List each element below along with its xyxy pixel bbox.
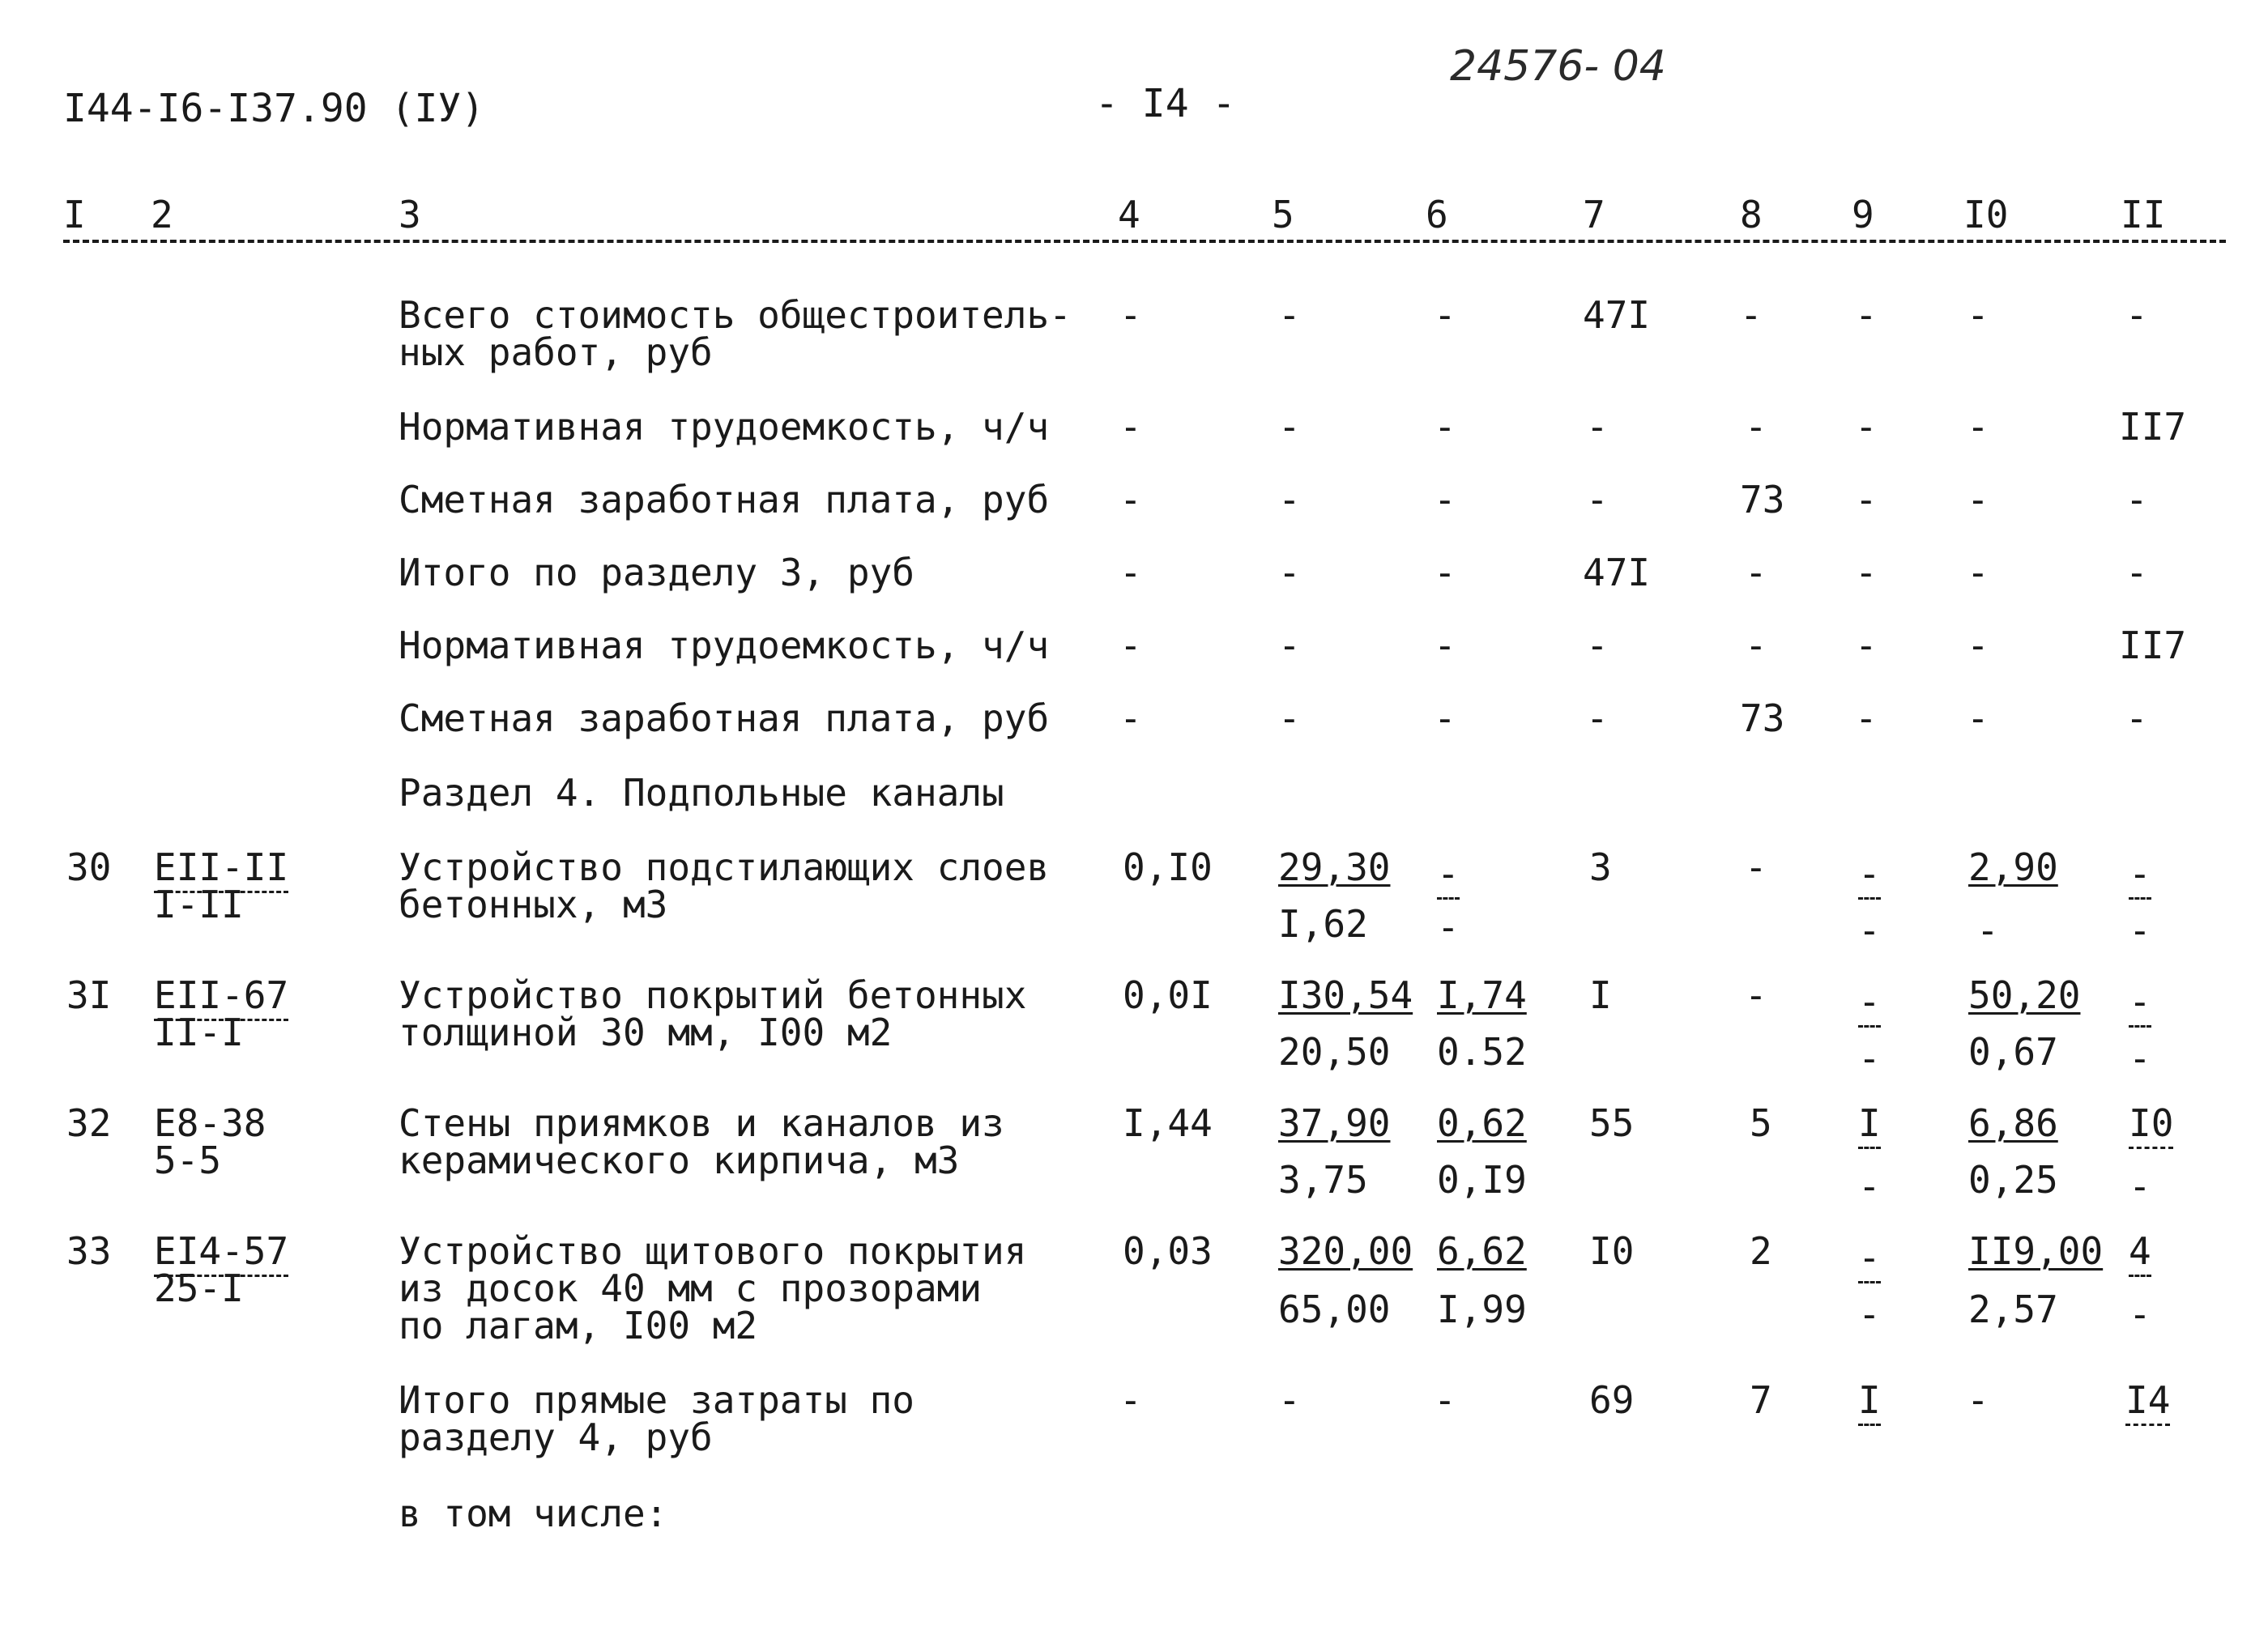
cell-c11: II7 bbox=[2119, 405, 2187, 449]
cell-c7: I0 bbox=[1589, 1229, 1635, 1273]
cell-c8: - bbox=[1745, 973, 1767, 1017]
col-header-7: 7 bbox=[1583, 193, 1605, 236]
cell-c5: - bbox=[1278, 1378, 1301, 1422]
cell-c10-top: 2,90 bbox=[1968, 845, 2058, 889]
cell-c5-bottom: 65,00 bbox=[1278, 1288, 1391, 1331]
cell-c4: - bbox=[1119, 624, 1142, 667]
cell-c9-bottom: - bbox=[1858, 909, 1881, 952]
cell-c6-top: I,74 bbox=[1437, 973, 1527, 1017]
header-rule bbox=[63, 240, 2226, 243]
cell-c4: - bbox=[1119, 405, 1142, 449]
cell-c8: - bbox=[1745, 845, 1767, 889]
cell-c6: - bbox=[1434, 478, 1456, 521]
cell-c5-top: 37,90 bbox=[1278, 1101, 1391, 1145]
norm-code-line1: EI4-57 bbox=[154, 1229, 288, 1277]
cell-c5: - bbox=[1278, 551, 1301, 594]
section-title: Раздел 4. Подпольные каналы bbox=[399, 771, 1004, 815]
cell-c6-top: 6,62 bbox=[1437, 1229, 1527, 1273]
col-header-10: I0 bbox=[1963, 193, 2009, 236]
item-number: 30 bbox=[66, 845, 112, 889]
cell-c5-bottom: 20,50 bbox=[1278, 1030, 1391, 1074]
cell-c7: 3 bbox=[1589, 845, 1612, 889]
col-header-1: I bbox=[63, 193, 86, 236]
norm-code bbox=[154, 973, 289, 1017]
cell-c11-bottom: - bbox=[2129, 1164, 2151, 1208]
row-description: Итого прямые затраты по разделу 4, руб bbox=[399, 1378, 914, 1459]
cell-c10-top: 6,86 bbox=[1968, 1101, 2058, 1145]
cell-c9-top: I bbox=[1858, 1105, 1881, 1142]
cell-c8: 2 bbox=[1750, 1229, 1772, 1273]
cell-c11-top: 4 bbox=[2129, 1232, 2151, 1270]
including-label: в том числе: bbox=[399, 1492, 668, 1535]
cell-c10: - bbox=[1967, 293, 1989, 337]
cell-c6-bottom: - bbox=[1437, 905, 1460, 949]
cell-c4: - bbox=[1119, 1378, 1142, 1422]
norm-code bbox=[154, 1229, 289, 1273]
cell-c8: 73 bbox=[1740, 696, 1785, 740]
cell-c4: - bbox=[1119, 293, 1142, 337]
cell-c4: 0,0I bbox=[1123, 973, 1213, 1017]
cell-c11-bottom: - bbox=[2129, 1292, 2151, 1336]
cell-c9-bottom: - bbox=[1858, 1036, 1881, 1080]
row-description: Всего стоимость общестроитель- ных работ, руб bbox=[399, 293, 1072, 374]
col-header-6: 6 bbox=[1426, 193, 1448, 236]
cell-c5-top: 29,30 bbox=[1278, 845, 1391, 889]
cell-c9: - bbox=[1855, 551, 1878, 594]
item-number: 3I bbox=[66, 973, 112, 1017]
row-description: Устройство щитового покрытия из досок 40 мм с прозорами по лагам, I00 м2 bbox=[399, 1229, 1027, 1347]
cell-c6: - bbox=[1434, 293, 1456, 337]
row-description: Сметная заработная плата, руб bbox=[399, 696, 1050, 740]
col-header-4: 4 bbox=[1118, 193, 1140, 236]
cell-c11-bottom: - bbox=[2129, 909, 2151, 952]
cell-c10-bottom: 0,25 bbox=[1968, 1158, 2058, 1202]
cell-c9-top: - bbox=[1858, 855, 1881, 892]
cell-c5: - bbox=[1278, 478, 1301, 521]
cell-c6: - bbox=[1434, 1378, 1456, 1422]
cell-c8: - bbox=[1745, 624, 1767, 667]
cell-c7: - bbox=[1586, 624, 1609, 667]
cell-c10: - bbox=[1967, 1378, 1989, 1422]
row-description: Нормативная трудоемкость, ч/ч bbox=[399, 405, 1050, 449]
norm-code-line1: EII-II bbox=[154, 845, 288, 893]
cell-c11: - bbox=[2125, 696, 2148, 740]
cell-c4: - bbox=[1119, 478, 1142, 521]
cell-c4: I,44 bbox=[1123, 1101, 1213, 1145]
cell-c10: - bbox=[1967, 478, 1989, 521]
col-header-5: 5 bbox=[1272, 193, 1294, 236]
cell-c8: 5 bbox=[1750, 1101, 1772, 1145]
cell-c7: - bbox=[1586, 696, 1609, 740]
cell-c10-bottom: 0,67 bbox=[1968, 1030, 2058, 1074]
row-description: Нормативная трудоемкость, ч/ч bbox=[399, 624, 1050, 667]
cell-c11-top: I0 bbox=[2129, 1105, 2173, 1142]
cell-c5-top: I30,54 bbox=[1278, 973, 1413, 1017]
cell-c5: - bbox=[1278, 293, 1301, 337]
page-number: - I4 - bbox=[1095, 81, 1236, 126]
document-code: I44-I6-I37.90 (IУ) bbox=[63, 86, 485, 131]
row-description: Устройство покрытий бетонных толщиной 30 мм, I00 м2 bbox=[399, 973, 1027, 1054]
cell-c6-bottom: I,99 bbox=[1437, 1288, 1527, 1331]
col-header-9: 9 bbox=[1852, 193, 1874, 236]
cell-c10: - bbox=[1967, 551, 1989, 594]
cell-c10-bottom: 2,57 bbox=[1968, 1288, 2058, 1331]
cell-c5: - bbox=[1278, 405, 1301, 449]
cell-c10: - bbox=[1967, 624, 1989, 667]
cell-c9: - bbox=[1855, 405, 1878, 449]
cell-c8: 7 bbox=[1750, 1378, 1772, 1422]
cell-c9-bottom: - bbox=[1858, 1292, 1881, 1336]
cell-c9: - bbox=[1855, 293, 1878, 337]
cell-c5-bottom: I,62 bbox=[1278, 902, 1368, 946]
cell-c8: - bbox=[1745, 405, 1767, 449]
cell-c8: - bbox=[1745, 551, 1767, 594]
cell-c5: - bbox=[1278, 624, 1301, 667]
row-description: Устройство подстилающих слоев бетонных, м3 bbox=[399, 845, 1050, 926]
item-number: 33 bbox=[66, 1229, 112, 1273]
cell-c6: - bbox=[1434, 551, 1456, 594]
cell-c5: - bbox=[1278, 696, 1301, 740]
cell-c7: 69 bbox=[1589, 1378, 1635, 1422]
cell-c10-top: 50,20 bbox=[1968, 973, 2081, 1017]
cell-c10: - bbox=[1967, 696, 1989, 740]
norm-code-line1: E8-38 bbox=[154, 1101, 266, 1145]
cell-c6: - bbox=[1434, 624, 1456, 667]
cell-c7: I bbox=[1589, 973, 1612, 1017]
col-header-11: II bbox=[2121, 193, 2166, 236]
norm-code-line2: I-II bbox=[154, 883, 244, 926]
norm-code bbox=[154, 845, 289, 889]
cell-c6-top: 0,62 bbox=[1437, 1101, 1527, 1145]
norm-code-line2: 5-5 bbox=[154, 1139, 222, 1182]
cell-c6-bottom: 0.52 bbox=[1437, 1030, 1527, 1074]
cell-c5-bottom: 3,75 bbox=[1278, 1158, 1368, 1202]
cell-c9: - bbox=[1855, 696, 1878, 740]
cell-c7: - bbox=[1586, 405, 1609, 449]
col-header-8: 8 bbox=[1740, 193, 1763, 236]
row-description: Итого по разделу 3, руб bbox=[399, 551, 914, 594]
handwritten-number: 24576- 04 bbox=[1450, 42, 1666, 91]
cell-c9-top: - bbox=[1858, 983, 1881, 1020]
cell-c4: 0,03 bbox=[1123, 1229, 1213, 1273]
cell-c9: I bbox=[1858, 1381, 1881, 1419]
cell-c11-top: - bbox=[2129, 983, 2151, 1020]
cell-c4: - bbox=[1119, 696, 1142, 740]
cell-c11: - bbox=[2125, 478, 2148, 521]
cell-c9: - bbox=[1855, 478, 1878, 521]
item-number: 32 bbox=[66, 1101, 112, 1145]
cell-c6: - bbox=[1434, 405, 1456, 449]
cell-c11: - bbox=[2125, 551, 2148, 594]
cell-c6: - bbox=[1434, 696, 1456, 740]
cell-c10-top: II9,00 bbox=[1968, 1229, 2104, 1273]
cell-c11-top: - bbox=[2129, 855, 2151, 892]
cell-c7: 55 bbox=[1589, 1101, 1635, 1145]
cell-c9: - bbox=[1855, 624, 1878, 667]
cell-c10: - bbox=[1967, 405, 1989, 449]
cell-c11: II7 bbox=[2119, 624, 2187, 667]
cell-c5-top: 320,00 bbox=[1278, 1229, 1413, 1273]
cell-c8: 73 bbox=[1740, 478, 1785, 521]
cell-c6-top: - bbox=[1437, 855, 1460, 892]
cell-c7: 47I bbox=[1583, 551, 1651, 594]
cell-c4: - bbox=[1119, 551, 1142, 594]
norm-code-line1: EII-67 bbox=[154, 973, 288, 1021]
cell-c7: - bbox=[1586, 478, 1609, 521]
cell-c4: 0,I0 bbox=[1123, 845, 1213, 889]
norm-code-line2: II-I bbox=[154, 1011, 244, 1054]
cell-c8: - bbox=[1740, 293, 1763, 337]
cell-c11-bottom: - bbox=[2129, 1036, 2151, 1080]
cell-c11: - bbox=[2125, 293, 2148, 337]
col-header-2: 2 bbox=[151, 193, 173, 236]
cell-c7: 47I bbox=[1583, 293, 1651, 337]
cell-c10-bottom: - bbox=[1976, 909, 1999, 952]
cell-c6-bottom: 0,I9 bbox=[1437, 1158, 1527, 1202]
cell-c9-bottom: - bbox=[1858, 1164, 1881, 1208]
row-description: Сметная заработная плата, руб bbox=[399, 478, 1050, 521]
col-header-3: 3 bbox=[399, 193, 421, 236]
row-description: Стены приямков и каналов из керамического кирпича, м3 bbox=[399, 1101, 1004, 1182]
cell-c9-top: - bbox=[1858, 1239, 1881, 1276]
norm-code-line2: 25-I bbox=[154, 1266, 244, 1310]
cell-c11: I4 bbox=[2125, 1381, 2170, 1419]
